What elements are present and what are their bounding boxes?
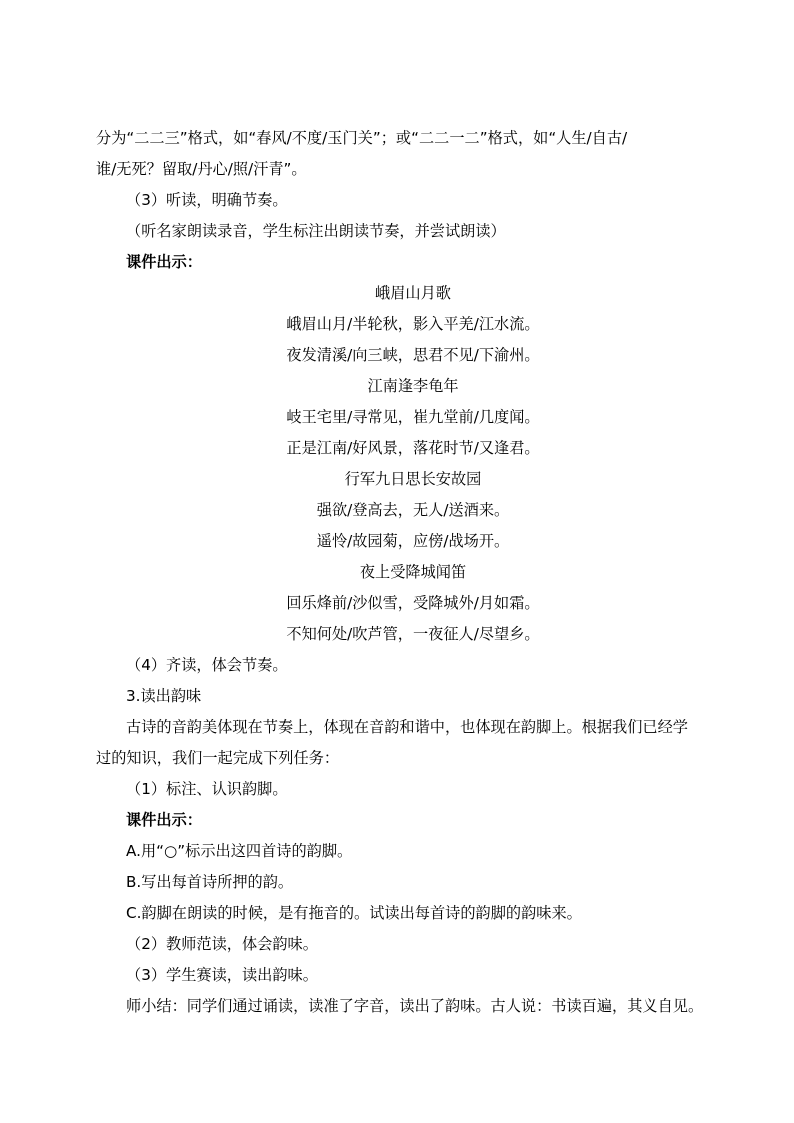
step-heading: （3）听读，明确节奏。 — [126, 191, 288, 209]
poem-line: 夜发清溪/向三峡，思君不见/下渝州。 — [286, 346, 540, 364]
courseware-label: 课件出示： — [126, 811, 202, 829]
task-item: C.韵脚在朗读的时候，是有拖音的。试读出每首诗的韵脚的韵味来。 — [126, 904, 582, 922]
summary-line: 师小结：同学们通过诵读，读准了字音，读出了韵味。古人说：书读百遍，其义自见。 — [126, 997, 704, 1015]
courseware-label: 课件出示： — [126, 253, 202, 271]
step-heading: （1）标注、认识韵脚。 — [126, 780, 288, 798]
instruction-note: （听名家朗读录音，学生标注出朗读节奏，并尝试朗读） — [126, 222, 506, 240]
poem-line: 岐王宅里/寻常见，崔九堂前/几度闻。 — [286, 408, 540, 426]
document-page — [96, 123, 720, 1022]
task-item: A.用“○”标示出这四首诗的韵脚。 — [126, 842, 353, 860]
poem-title: 峨眉山月歌 — [375, 284, 451, 302]
section-heading: 3.读出韵味 — [126, 687, 202, 705]
poem-title: 夜上受降城闻笛 — [359, 563, 467, 581]
paragraph-line: 古诗的音韵美体现在节奏上，体现在音韵和谐中，也体现在韵脚上。根据我们已经学 — [126, 718, 688, 736]
paragraph-line: 分为“二二三”格式，如“春风/不度/玉门关”；或“二二一二”格式，如“人生/自古/ — [96, 129, 628, 147]
poem-title: 行军九日思长安故园 — [344, 470, 482, 488]
paragraph-line: 过的知识，我们一起完成下列任务： — [96, 749, 339, 767]
poem-line: 遥怜/故园菊，应傍/战场开。 — [316, 532, 510, 550]
poem-line: 不知何处/吹芦管，一夜征人/尽望乡。 — [286, 625, 540, 643]
poem-line: 峨眉山月/半轮秋，影入平羌/江水流。 — [286, 315, 540, 333]
step-heading: （3）学生赛读，读出韵味。 — [126, 966, 318, 984]
step-heading: （2）教师范读，体会韵味。 — [126, 935, 318, 953]
task-item: B.写出每首诗所押的韵。 — [126, 873, 294, 891]
step-heading: （4）齐读，体会节奏。 — [126, 656, 288, 674]
poem-line: 回乐烽前/沙似雪，受降城外/月如霜。 — [286, 594, 540, 612]
poem-line: 强欲/登高去，无人/送酒来。 — [316, 501, 510, 519]
poem-title: 江南逢李龟年 — [367, 377, 459, 395]
poem-line: 正是江南/好风景，落花时节/又逢君。 — [286, 439, 540, 457]
paragraph-line: 谁/无死？留取/丹心/照/汗青”。 — [96, 160, 307, 178]
